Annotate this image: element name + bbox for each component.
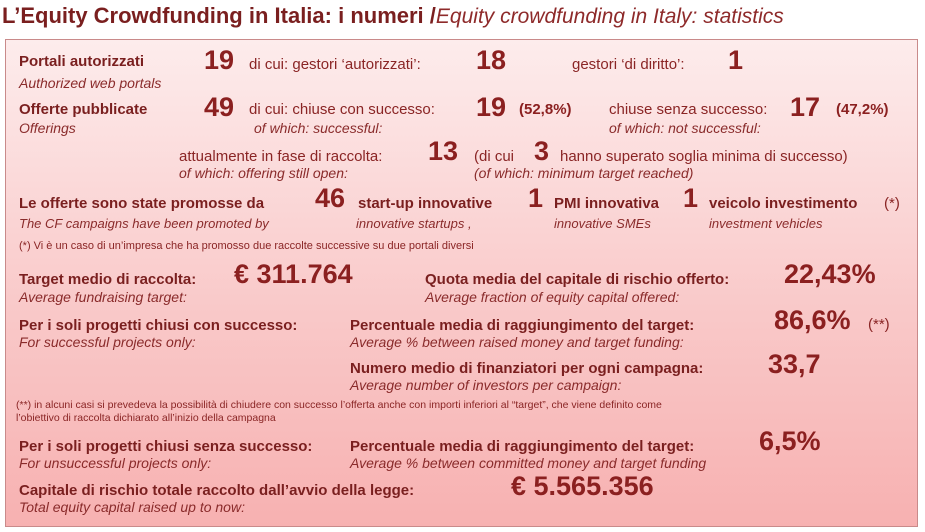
offerings-successful-label-en: of which: successful: — [254, 120, 383, 136]
promoted-vehicles: 1 — [683, 183, 699, 213]
offerings-unsuccessful: 17 — [790, 92, 821, 122]
portals-by-right-label: gestori ‘di diritto’: — [572, 56, 685, 73]
footnote-line2: l’obiettivo di raccolta dichiarato all’inizio della campagna — [16, 412, 276, 424]
page-title — [2, 2, 784, 31]
portals-authorized: 18 — [476, 45, 507, 75]
equity-label: Quota media del capitale di rischio offerto: — [425, 271, 730, 288]
promoted-vehicles-label-en: investment vehicles — [709, 216, 823, 231]
total-capital-value: € 5.565.356 — [511, 471, 654, 501]
target-value: € 311.764 — [234, 259, 353, 289]
portals-by-right: 1 — [728, 45, 744, 75]
successful-pct-label-en: Average % between raised money and target funding: — [350, 334, 684, 350]
promoted-vehicles-mark: (*) — [884, 195, 900, 212]
portals-total: 19 — [204, 45, 235, 75]
promoted-label-en: The CF campaigns have been promoted by — [19, 216, 269, 231]
promoted-vehicles-label: veicolo investimento — [709, 195, 858, 212]
offerings-unsuccessful-label-en: of which: not successful: — [609, 120, 761, 136]
footnote-line1: (**) in alcuni casi si prevedeva la possibilità di chiudere con successo l’offerta anche con importi inferiori al “target”, che viene definito come — [16, 399, 662, 411]
total-capital-label: Capitale di rischio totale raccolto dall’avvio della legge: — [19, 482, 415, 499]
promoted-startups-label: start-up innovative — [358, 195, 493, 212]
offerings-unsuccessful-label: chiuse senza successo: — [609, 101, 768, 118]
offerings-open-note-en: (of which: minimum target reached) — [474, 165, 694, 181]
offerings-label: Offerte pubblicate — [19, 101, 148, 118]
target-label-en: Average fundraising target: — [19, 289, 187, 305]
successful-pct-value: 86,6% — [774, 305, 851, 335]
statistics-panel — [5, 39, 918, 527]
promoted-footnote: (*) Vi è un caso di un’impresa che ha promosso due raccolte successive su due portali diversi — [19, 240, 474, 252]
promoted-startups: 46 — [315, 183, 346, 213]
offerings-open-note-post: hanno superato soglia minima di successo) — [560, 148, 848, 165]
offerings-open-label-en: of which: offering still open: — [179, 165, 348, 181]
promoted-label: Le offerte sono state promosse da — [19, 195, 265, 212]
equity-label-en: Average fraction of equity capital offered: — [425, 289, 680, 305]
promoted-smes: 1 — [528, 183, 544, 213]
offerings-total: 49 — [204, 92, 235, 122]
successful-projects-label-en: For successful projects only: — [19, 334, 196, 350]
offerings-open-threshold: 3 — [534, 136, 550, 166]
title-english: Equity crowdfunding in Italy: statistics — [435, 5, 784, 28]
successful-projects-label: Per i soli progetti chiusi con successo: — [19, 317, 298, 334]
portals-label: Portali autorizzati — [19, 53, 145, 70]
offerings-open: 13 — [428, 136, 459, 166]
offerings-successful-pct: (52,8%) — [519, 101, 572, 118]
unsuccessful-pct-value: 6,5% — [759, 426, 821, 456]
promoted-smes-label: PMI innovativa — [554, 195, 660, 212]
promoted-smes-label-en: innovative SMEs — [554, 216, 651, 231]
investors-label: Numero medio di finanziatori per ogni campagna: — [350, 360, 704, 377]
successful-pct-label: Percentuale media di raggiungimento del target: — [350, 317, 695, 334]
offerings-open-label: attualmente in fase di raccolta: — [179, 148, 383, 165]
title-separator: / — [429, 3, 436, 28]
target-label: Target medio di raccolta: — [19, 271, 197, 288]
portals-label-en: Authorized web portals — [19, 75, 162, 91]
offerings-successful-label: di cui: chiuse con successo: — [249, 101, 435, 118]
offerings-open-note-pre: (di cui — [474, 148, 515, 165]
title-italian: L’Equity Crowdfunding in Italia: i numeri — [2, 3, 424, 28]
unsuccessful-pct-label-en: Average % between committed money and target funding — [350, 455, 707, 471]
portals-of-which: di cui: gestori ‘autorizzati’: — [249, 56, 421, 73]
offerings-label-en: Offerings — [19, 120, 76, 136]
offerings-unsuccessful-pct: (47,2%) — [836, 101, 889, 118]
total-capital-label-en: Total equity capital raised up to now: — [19, 499, 245, 515]
promoted-startups-label-en: innovative startups , — [356, 216, 472, 231]
successful-pct-mark: (**) — [868, 316, 890, 333]
unsuccessful-projects-label-en: For unsuccessful projects only: — [19, 455, 212, 471]
unsuccessful-pct-label: Percentuale media di raggiungimento del target: — [350, 438, 695, 455]
investors-label-en: Average number of investors per campaign: — [350, 377, 622, 393]
unsuccessful-projects-label: Per i soli progetti chiusi senza successo: — [19, 438, 313, 455]
equity-value: 22,43% — [784, 259, 876, 289]
offerings-successful: 19 — [476, 92, 507, 122]
investors-value: 33,7 — [768, 349, 821, 379]
